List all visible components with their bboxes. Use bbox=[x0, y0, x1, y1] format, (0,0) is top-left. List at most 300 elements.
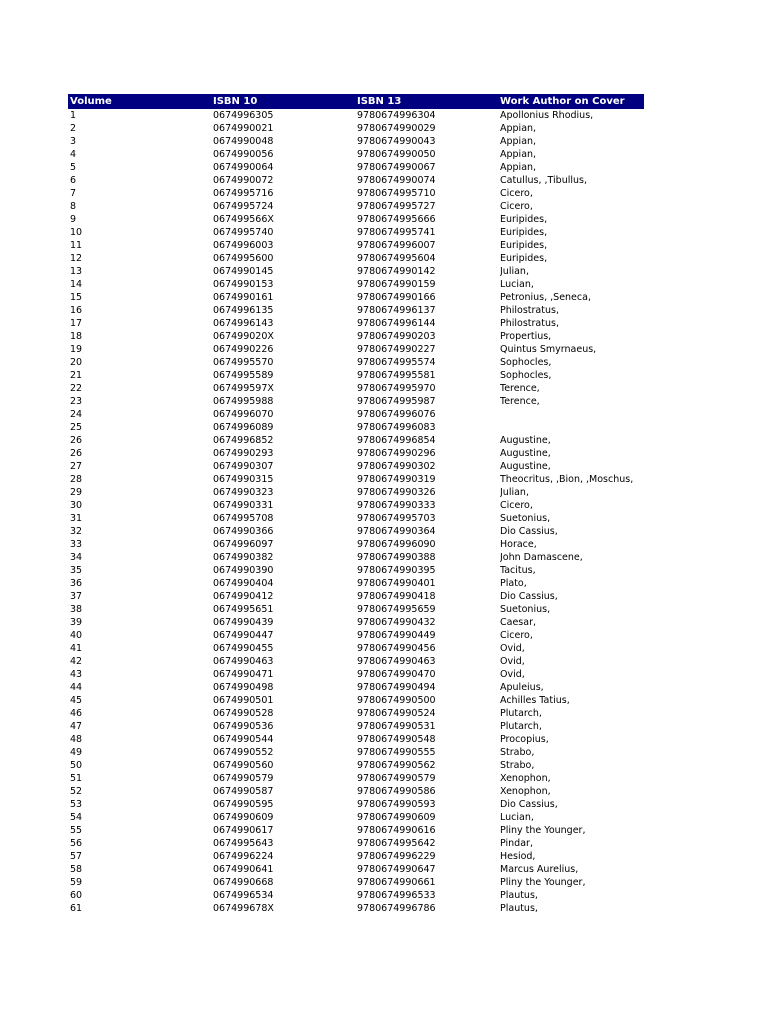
isbn-13-cell: 9780674990227 bbox=[357, 344, 436, 355]
isbn-13-cell: 9780674990500 bbox=[357, 695, 436, 706]
table-row bbox=[68, 772, 644, 785]
volume-cell: 44 bbox=[70, 682, 83, 693]
author-cell: Pliny the Younger, bbox=[500, 825, 586, 836]
table-row bbox=[68, 889, 644, 902]
isbn-10-cell: 0674990668 bbox=[213, 877, 274, 888]
isbn-13-cell: 9780674990609 bbox=[357, 812, 436, 823]
volume-cell: 50 bbox=[70, 760, 83, 771]
author-cell: Apuleius, bbox=[500, 682, 544, 693]
volume-cell: 32 bbox=[70, 526, 83, 537]
volume-cell: 39 bbox=[70, 617, 83, 628]
volume-cell: 6 bbox=[70, 175, 77, 186]
isbn-10-cell: 0674990501 bbox=[213, 695, 274, 706]
table-row bbox=[68, 213, 644, 226]
author-cell: Cicero, bbox=[500, 500, 533, 511]
volume-cell: 41 bbox=[70, 643, 83, 654]
table-row bbox=[68, 720, 644, 733]
author-cell: Euripides, bbox=[500, 214, 548, 225]
table-row bbox=[68, 343, 644, 356]
author-cell: Dio Cassius, bbox=[500, 799, 558, 810]
volume-cell: 61 bbox=[70, 903, 83, 914]
author-cell: Euripides, bbox=[500, 240, 548, 251]
isbn-10-cell: 0674990447 bbox=[213, 630, 274, 641]
table-row bbox=[68, 733, 644, 746]
volume-cell: 8 bbox=[70, 201, 77, 212]
table-row bbox=[68, 616, 644, 629]
isbn-10-cell: 0674996135 bbox=[213, 305, 274, 316]
volume-cell: 45 bbox=[70, 695, 83, 706]
author-cell: Ovid, bbox=[500, 643, 525, 654]
isbn-10-cell: 0674990161 bbox=[213, 292, 274, 303]
table-row bbox=[68, 460, 644, 473]
isbn-10-cell: 0674990064 bbox=[213, 162, 274, 173]
isbn-13-cell: 9780674996786 bbox=[357, 903, 436, 914]
isbn-13-cell: 9780674990029 bbox=[357, 123, 436, 134]
isbn-13-cell: 9780674990302 bbox=[357, 461, 436, 472]
isbn-13-cell: 9780674996137 bbox=[357, 305, 436, 316]
table-row bbox=[68, 512, 644, 525]
author-cell: Ovid, bbox=[500, 669, 525, 680]
isbn-10-cell: 0674990528 bbox=[213, 708, 274, 719]
author-cell: Theocritus, ,Bion, ,Moschus, bbox=[500, 474, 634, 485]
isbn-13-cell: 9780674995970 bbox=[357, 383, 436, 394]
isbn-10-cell: 0674996070 bbox=[213, 409, 274, 420]
isbn-13-cell: 9780674990395 bbox=[357, 565, 436, 576]
volume-cell: 57 bbox=[70, 851, 83, 862]
isbn-10-cell: 0674990145 bbox=[213, 266, 274, 277]
table-row bbox=[68, 629, 644, 642]
table-row bbox=[68, 681, 644, 694]
table-row bbox=[68, 798, 644, 811]
author-cell: Lucian, bbox=[500, 812, 534, 823]
isbn-13-cell: 9780674990326 bbox=[357, 487, 436, 498]
isbn-10-cell: 067499020X bbox=[213, 331, 274, 342]
author-cell: Cicero, bbox=[500, 201, 533, 212]
volume-cell: 11 bbox=[70, 240, 83, 251]
isbn-13-cell: 9780674995659 bbox=[357, 604, 436, 615]
volume-cell: 15 bbox=[70, 292, 83, 303]
author-cell: Catullus, ,Tibullus, bbox=[500, 175, 587, 186]
volume-cell: 42 bbox=[70, 656, 83, 667]
author-cell: Augustine, bbox=[500, 448, 551, 459]
isbn-10-cell: 0674995651 bbox=[213, 604, 274, 615]
isbn-13-cell: 9780674995574 bbox=[357, 357, 436, 368]
isbn-10-cell: 0674990315 bbox=[213, 474, 274, 485]
author-cell bbox=[500, 421, 644, 434]
isbn-10-cell: 0674996224 bbox=[213, 851, 274, 862]
volume-cell: 58 bbox=[70, 864, 83, 875]
isbn-13-cell: 9780674990531 bbox=[357, 721, 436, 732]
author-cell: Apollonius Rhodius, bbox=[500, 110, 594, 121]
author-cell: Dio Cassius, bbox=[500, 591, 558, 602]
isbn-10-cell: 0674990226 bbox=[213, 344, 274, 355]
author-cell: Pindar, bbox=[500, 838, 533, 849]
volume-cell: 49 bbox=[70, 747, 83, 758]
isbn-13-cell: 9780674990364 bbox=[357, 526, 436, 537]
volume-cell: 35 bbox=[70, 565, 83, 576]
table-row bbox=[68, 499, 644, 512]
volume-cell: 20 bbox=[70, 357, 83, 368]
isbn-10-cell: 0674990552 bbox=[213, 747, 274, 758]
table-row bbox=[68, 551, 644, 564]
volume-cell: 60 bbox=[70, 890, 83, 901]
isbn-13-cell: 9780674990548 bbox=[357, 734, 436, 745]
isbn-13-cell: 9780674990579 bbox=[357, 773, 436, 784]
isbn-13-cell: 9780674995987 bbox=[357, 396, 436, 407]
volume-cell: 13 bbox=[70, 266, 83, 277]
author-cell: Xenophon, bbox=[500, 773, 551, 784]
volume-cell: 5 bbox=[70, 162, 77, 173]
table-row bbox=[68, 694, 644, 707]
author-cell: Philostratus, bbox=[500, 318, 559, 329]
table-row bbox=[68, 447, 644, 460]
isbn-10-cell: 0674990595 bbox=[213, 799, 274, 810]
volume-cell: 21 bbox=[70, 370, 83, 381]
author-cell: Tacitus, bbox=[500, 565, 536, 576]
isbn-10-cell: 0674990021 bbox=[213, 123, 274, 134]
header-volume: Volume bbox=[70, 96, 112, 107]
table-row bbox=[68, 252, 644, 265]
volume-cell: 37 bbox=[70, 591, 83, 602]
author-cell: Appian, bbox=[500, 149, 537, 160]
isbn-10-cell: 0674995988 bbox=[213, 396, 274, 407]
isbn-13-cell: 9780674990388 bbox=[357, 552, 436, 563]
isbn-10-cell: 0674990498 bbox=[213, 682, 274, 693]
volume-cell: 33 bbox=[70, 539, 83, 550]
table-row bbox=[68, 434, 644, 447]
isbn-10-cell: 0674996097 bbox=[213, 539, 274, 550]
header-work-author: Work Author on Cover bbox=[500, 96, 625, 107]
isbn-13-cell: 9780674996083 bbox=[357, 422, 436, 433]
isbn-10-cell: 0674990382 bbox=[213, 552, 274, 563]
table-row bbox=[68, 317, 644, 330]
isbn-10-cell: 0674990072 bbox=[213, 175, 274, 186]
volume-cell: 25 bbox=[70, 422, 83, 433]
author-cell: Strabo, bbox=[500, 760, 535, 771]
isbn-10-cell: 0674990331 bbox=[213, 500, 274, 511]
author-cell: Suetonius, bbox=[500, 604, 551, 615]
isbn-13-cell: 9780674990562 bbox=[357, 760, 436, 771]
volume-cell: 43 bbox=[70, 669, 83, 680]
isbn-13-cell: 9780674996229 bbox=[357, 851, 436, 862]
isbn-10-cell: 067499566X bbox=[213, 214, 274, 225]
isbn-13-cell: 9780674990555 bbox=[357, 747, 436, 758]
table-row bbox=[68, 824, 644, 837]
volume-cell: 47 bbox=[70, 721, 83, 732]
table-row bbox=[68, 486, 644, 499]
table-row bbox=[68, 161, 644, 174]
isbn-10-cell: 0674990536 bbox=[213, 721, 274, 732]
table-row bbox=[68, 122, 644, 135]
author-cell: Horace, bbox=[500, 539, 537, 550]
table-row bbox=[68, 304, 644, 317]
table-row bbox=[68, 564, 644, 577]
table-row bbox=[68, 590, 644, 603]
table-row bbox=[68, 369, 644, 382]
table-row bbox=[68, 525, 644, 538]
author-cell: Euripides, bbox=[500, 227, 548, 238]
volume-cell: 52 bbox=[70, 786, 83, 797]
isbn-10-cell: 0674990366 bbox=[213, 526, 274, 537]
table-row bbox=[68, 603, 644, 616]
isbn-13-cell: 9780674990616 bbox=[357, 825, 436, 836]
table-row bbox=[68, 278, 644, 291]
isbn-13-cell: 9780674990586 bbox=[357, 786, 436, 797]
isbn-13-cell: 9780674995727 bbox=[357, 201, 436, 212]
author-cell: Caesar, bbox=[500, 617, 536, 628]
table-row bbox=[68, 200, 644, 213]
table-row bbox=[68, 746, 644, 759]
table-body bbox=[68, 109, 644, 915]
table-row bbox=[68, 850, 644, 863]
isbn-13-cell: 9780674990463 bbox=[357, 656, 436, 667]
table-row bbox=[68, 330, 644, 343]
author-cell: Dio Cassius, bbox=[500, 526, 558, 537]
isbn-13-cell: 9780674990074 bbox=[357, 175, 436, 186]
table-row bbox=[68, 356, 644, 369]
isbn-10-cell: 0674995643 bbox=[213, 838, 274, 849]
isbn-13-cell: 9780674995666 bbox=[357, 214, 436, 225]
volume-cell: 51 bbox=[70, 773, 83, 784]
table-header-row bbox=[68, 94, 644, 109]
isbn-13-cell: 9780674990524 bbox=[357, 708, 436, 719]
isbn-13-cell: 9780674990449 bbox=[357, 630, 436, 641]
author-cell: Cicero, bbox=[500, 630, 533, 641]
volume-cell: 16 bbox=[70, 305, 83, 316]
isbn-13-cell: 9780674990432 bbox=[357, 617, 436, 628]
isbn-10-cell: 067499597X bbox=[213, 383, 274, 394]
header-isbn-13: ISBN 13 bbox=[357, 96, 402, 107]
table-row bbox=[68, 759, 644, 772]
isbn-13-cell: 9780674996854 bbox=[357, 435, 436, 446]
isbn-10-cell: 0674995740 bbox=[213, 227, 274, 238]
volume-cell: 54 bbox=[70, 812, 83, 823]
isbn-13-cell: 9780674995642 bbox=[357, 838, 436, 849]
volume-cell: 3 bbox=[70, 136, 77, 147]
author-cell: Achilles Tatius, bbox=[500, 695, 570, 706]
volume-cell: 1 bbox=[70, 110, 77, 121]
author-cell: Procopius, bbox=[500, 734, 549, 745]
isbn-13-cell: 9780674995741 bbox=[357, 227, 436, 238]
isbn-10-cell: 0674990560 bbox=[213, 760, 274, 771]
volume-cell: 46 bbox=[70, 708, 83, 719]
table-row bbox=[68, 239, 644, 252]
table-row bbox=[68, 837, 644, 850]
table-row bbox=[68, 538, 644, 551]
table-row bbox=[68, 135, 644, 148]
isbn-13-cell: 9780674990470 bbox=[357, 669, 436, 680]
author-cell: Julian, bbox=[500, 266, 529, 277]
isbn-13-cell: 9780674990203 bbox=[357, 331, 436, 342]
table-row bbox=[68, 811, 644, 824]
isbn-10-cell: 0674990641 bbox=[213, 864, 274, 875]
author-cell: Philostratus, bbox=[500, 305, 559, 316]
author-cell: Sophocles, bbox=[500, 370, 552, 381]
isbn-10-cell: 0674996534 bbox=[213, 890, 274, 901]
table-row bbox=[68, 863, 644, 876]
isbn-10-cell: 0674990307 bbox=[213, 461, 274, 472]
author-cell: Plutarch, bbox=[500, 721, 542, 732]
volume-cell: 19 bbox=[70, 344, 83, 355]
volume-cell: 29 bbox=[70, 487, 83, 498]
volume-cell: 59 bbox=[70, 877, 83, 888]
table-row bbox=[68, 187, 644, 200]
isbn-13-cell: 9780674995581 bbox=[357, 370, 436, 381]
author-cell: Plutarch, bbox=[500, 708, 542, 719]
author-cell: Terence, bbox=[500, 383, 540, 394]
table-row bbox=[68, 876, 644, 889]
isbn-10-cell: 0674990617 bbox=[213, 825, 274, 836]
isbn-13-cell: 9780674990296 bbox=[357, 448, 436, 459]
author-cell: Strabo, bbox=[500, 747, 535, 758]
isbn-10-cell: 0674990439 bbox=[213, 617, 274, 628]
isbn-13-cell: 9780674990159 bbox=[357, 279, 436, 290]
isbn-13-cell: 9780674995604 bbox=[357, 253, 436, 264]
isbn-13-cell: 9780674990333 bbox=[357, 500, 436, 511]
author-cell: Appian, bbox=[500, 162, 537, 173]
volume-cell: 24 bbox=[70, 409, 83, 420]
isbn-13-cell: 9780674996007 bbox=[357, 240, 436, 251]
volume-cell: 56 bbox=[70, 838, 83, 849]
table-row bbox=[68, 577, 644, 590]
table-row bbox=[68, 382, 644, 395]
volume-cell: 55 bbox=[70, 825, 83, 836]
table-row bbox=[68, 668, 644, 681]
volume-cell: 53 bbox=[70, 799, 83, 810]
volume-cell: 12 bbox=[70, 253, 83, 264]
author-cell: Plautus, bbox=[500, 903, 538, 914]
isbn-13-cell: 9780674990067 bbox=[357, 162, 436, 173]
isbn-10-cell: 0674990390 bbox=[213, 565, 274, 576]
author-cell: Plautus, bbox=[500, 890, 538, 901]
author-cell: Julian, bbox=[500, 487, 529, 498]
isbn-10-cell: 0674995716 bbox=[213, 188, 274, 199]
table-row bbox=[68, 473, 644, 486]
volume-cell: 22 bbox=[70, 383, 83, 394]
isbn-10-cell: 0674990404 bbox=[213, 578, 274, 589]
isbn-13-cell: 9780674990319 bbox=[357, 474, 436, 485]
author-cell: Cicero, bbox=[500, 188, 533, 199]
isbn-13-cell: 9780674996144 bbox=[357, 318, 436, 329]
isbn-13-cell: 9780674996076 bbox=[357, 409, 436, 420]
isbn-10-cell: 0674996852 bbox=[213, 435, 274, 446]
author-cell: Augustine, bbox=[500, 461, 551, 472]
author-cell: Petronius, ,Seneca, bbox=[500, 292, 591, 303]
volume-cell: 9 bbox=[70, 214, 77, 225]
author-cell: Quintus Smyrnaeus, bbox=[500, 344, 597, 355]
author-cell: Suetonius, bbox=[500, 513, 551, 524]
isbn-13-cell: 9780674990418 bbox=[357, 591, 436, 602]
author-cell: Sophocles, bbox=[500, 357, 552, 368]
volume-cell: 26 bbox=[70, 435, 83, 446]
isbn-10-cell: 0674990056 bbox=[213, 149, 274, 160]
author-cell: Propertius, bbox=[500, 331, 552, 342]
isbn-10-cell: 0674996305 bbox=[213, 110, 274, 121]
volume-cell: 10 bbox=[70, 227, 83, 238]
author-cell: Hesiod, bbox=[500, 851, 536, 862]
volume-cell: 38 bbox=[70, 604, 83, 615]
isbn-13-cell: 9780674996090 bbox=[357, 539, 436, 550]
isbn-10-cell: 0674996089 bbox=[213, 422, 274, 433]
table-row bbox=[68, 291, 644, 304]
volume-cell: 28 bbox=[70, 474, 83, 485]
isbn-13-cell: 9780674990050 bbox=[357, 149, 436, 160]
isbn-10-cell: 0674990153 bbox=[213, 279, 274, 290]
volume-cell: 18 bbox=[70, 331, 83, 342]
volume-cell: 23 bbox=[70, 396, 83, 407]
volume-cell: 14 bbox=[70, 279, 83, 290]
isbn-10-cell: 067499678X bbox=[213, 903, 274, 914]
isbn-10-cell: 0674990455 bbox=[213, 643, 274, 654]
isbn-13-cell: 9780674990593 bbox=[357, 799, 436, 810]
table-row bbox=[68, 408, 644, 421]
isbn-13-cell: 9780674990043 bbox=[357, 136, 436, 147]
isbn-10-cell: 0674990293 bbox=[213, 448, 274, 459]
table-row bbox=[68, 707, 644, 720]
table-row bbox=[68, 655, 644, 668]
author-cell: Plato, bbox=[500, 578, 527, 589]
isbn-13-cell: 9780674995703 bbox=[357, 513, 436, 524]
isbn-10-cell: 0674990587 bbox=[213, 786, 274, 797]
volume-cell: 4 bbox=[70, 149, 77, 160]
author-cell: Appian, bbox=[500, 123, 537, 134]
isbn-10-cell: 0674996143 bbox=[213, 318, 274, 329]
isbn-10-cell: 0674995600 bbox=[213, 253, 274, 264]
author-cell: Euripides, bbox=[500, 253, 548, 264]
table-row bbox=[68, 642, 644, 655]
author-cell: Lucian, bbox=[500, 279, 534, 290]
isbn-10-cell: 0674995724 bbox=[213, 201, 274, 212]
author-cell: Terence, bbox=[500, 396, 540, 407]
isbn-13-cell: 9780674990142 bbox=[357, 266, 436, 277]
volume-cell: 34 bbox=[70, 552, 83, 563]
isbn-13-cell: 9780674990661 bbox=[357, 877, 436, 888]
table-row bbox=[68, 902, 644, 915]
isbn-13-cell: 9780674996304 bbox=[357, 110, 436, 121]
isbn-10-cell: 0674990579 bbox=[213, 773, 274, 784]
volume-cell: 36 bbox=[70, 578, 83, 589]
isbn-10-cell: 0674990048 bbox=[213, 136, 274, 147]
isbn-13-cell: 9780674990166 bbox=[357, 292, 436, 303]
isbn-13-cell: 9780674990456 bbox=[357, 643, 436, 654]
volume-cell: 7 bbox=[70, 188, 77, 199]
isbn-13-cell: 9780674995710 bbox=[357, 188, 436, 199]
isbn-13-cell: 9780674990401 bbox=[357, 578, 436, 589]
volume-cell: 40 bbox=[70, 630, 83, 641]
author-cell: Xenophon, bbox=[500, 786, 551, 797]
isbn-10-cell: 0674990463 bbox=[213, 656, 274, 667]
author-cell: Appian, bbox=[500, 136, 537, 147]
isbn-13-cell: 9780674996533 bbox=[357, 890, 436, 901]
isbn-13-cell: 9780674990647 bbox=[357, 864, 436, 875]
volume-cell: 2 bbox=[70, 123, 77, 134]
isbn-10-cell: 0674990609 bbox=[213, 812, 274, 823]
table-row bbox=[68, 109, 644, 122]
isbn-10-cell: 0674990471 bbox=[213, 669, 274, 680]
volume-cell: 30 bbox=[70, 500, 83, 511]
isbn-10-cell: 0674995570 bbox=[213, 357, 274, 368]
volume-table bbox=[68, 94, 644, 915]
isbn-10-cell: 0674990544 bbox=[213, 734, 274, 745]
volume-cell: 17 bbox=[70, 318, 83, 329]
table-row bbox=[68, 226, 644, 239]
table-row bbox=[68, 785, 644, 798]
header-isbn-10: ISBN 10 bbox=[213, 96, 258, 107]
isbn-10-cell: 0674995589 bbox=[213, 370, 274, 381]
author-cell: Marcus Aurelius, bbox=[500, 864, 579, 875]
table-row bbox=[68, 395, 644, 408]
volume-cell: 48 bbox=[70, 734, 83, 745]
